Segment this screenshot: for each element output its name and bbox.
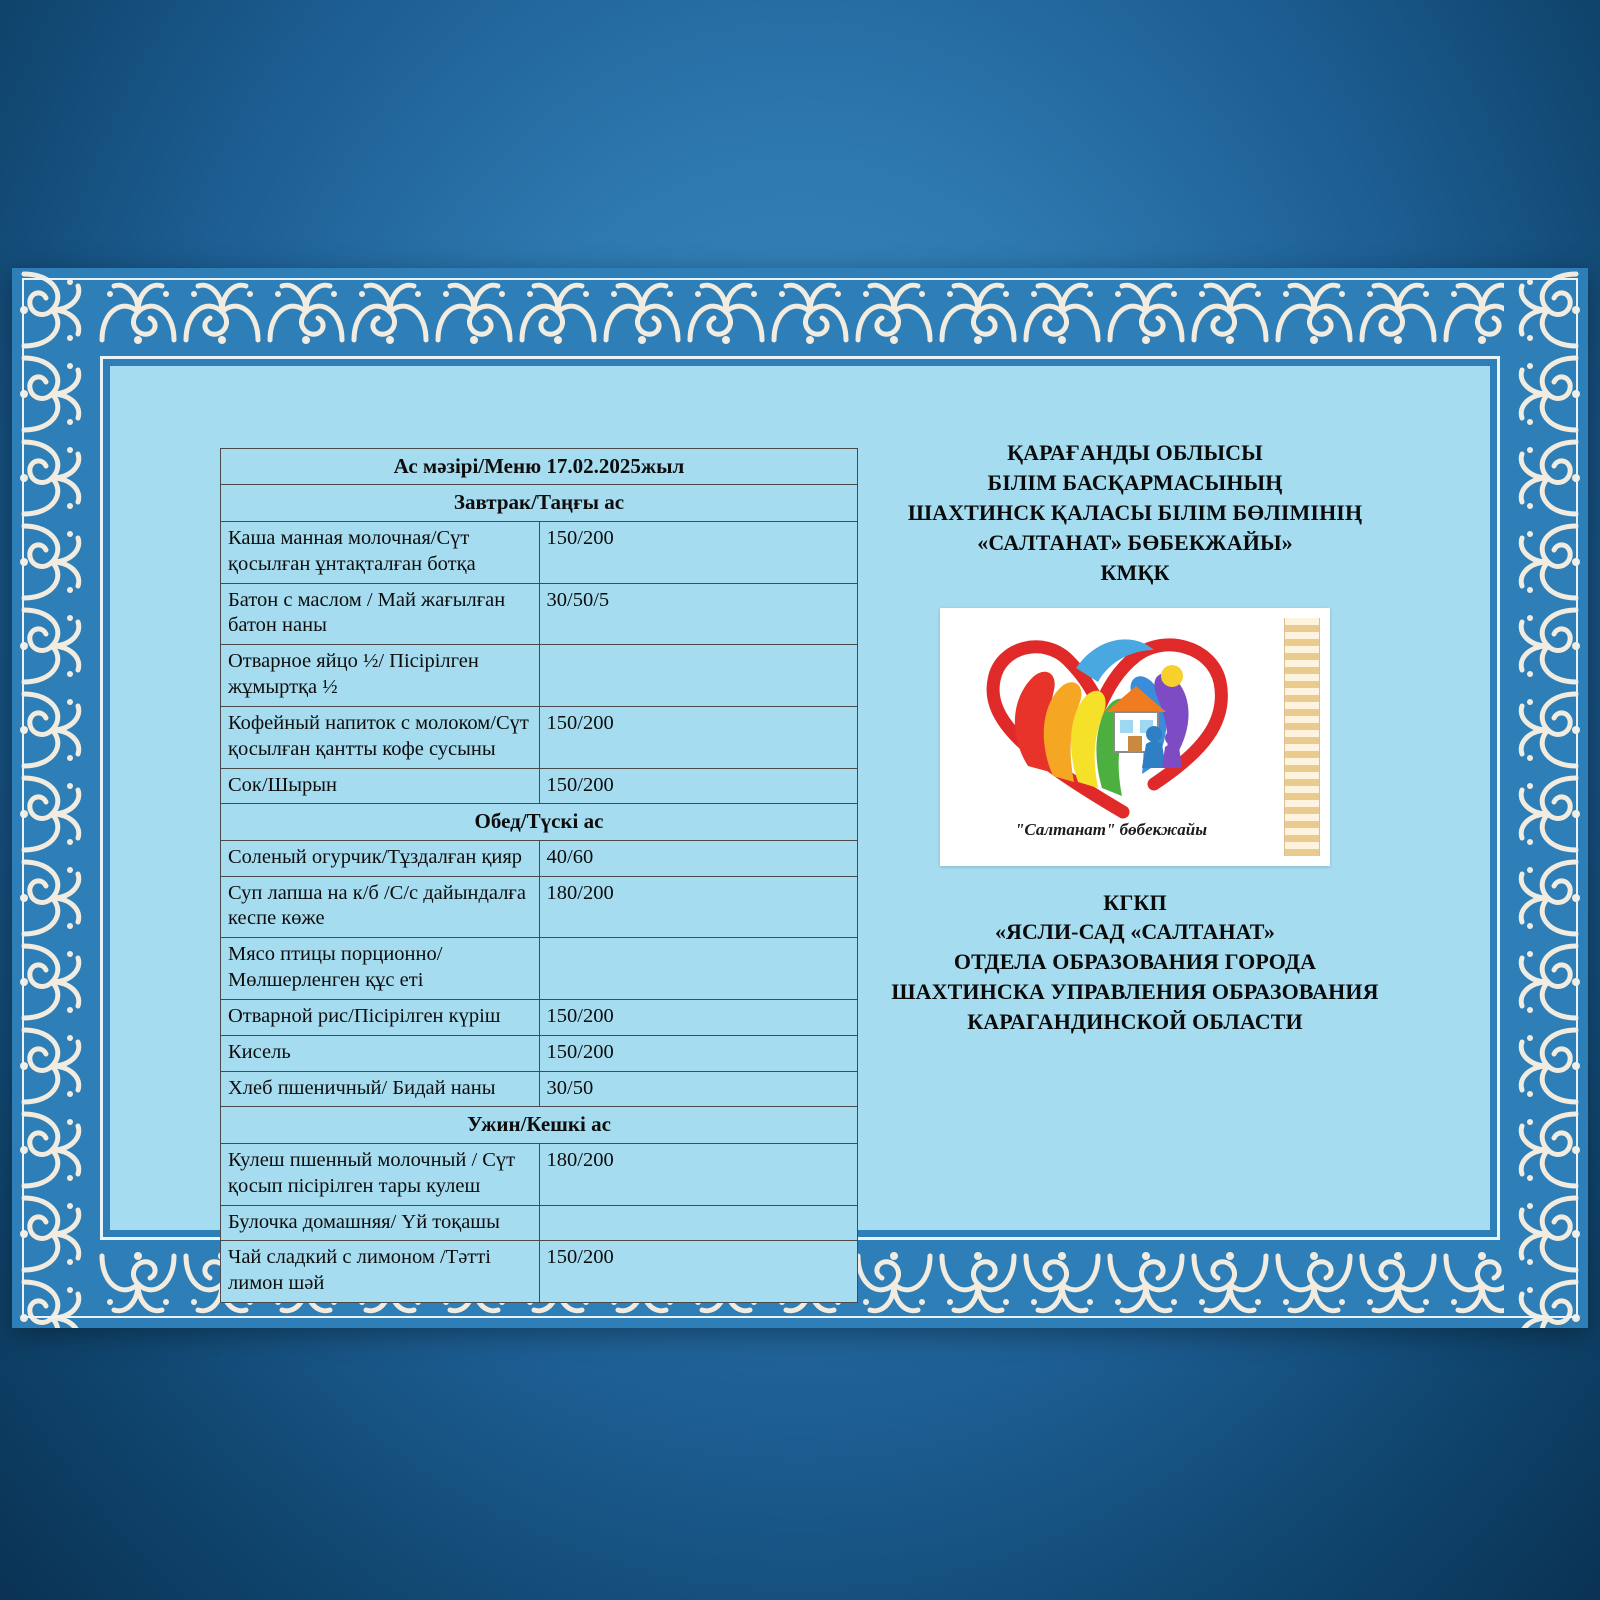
org-text-line: КАРАГАНДИНСКОЙ ОБЛАСТИ [967, 1009, 1303, 1035]
menu-section-row [221, 1107, 858, 1143]
dish-name: Хлеб пшеничный/ Бидай наны [221, 1071, 540, 1107]
ornament-swirl-icon [1272, 268, 1356, 352]
table-row [221, 521, 858, 583]
org-text-line: КМҚК [1100, 559, 1170, 585]
table-row [221, 645, 858, 707]
dish-name: Чай сладкий с лимоном /Тәтті лимон шәй [221, 1241, 540, 1303]
menu-section-heading: Завтрак/Таңғы ас [221, 485, 858, 521]
table-row [221, 1205, 858, 1241]
dish-name: Суп лапша на к/б /С/с дайындалға кеспе көже [221, 876, 540, 938]
ornament-swirl-icon [432, 268, 516, 352]
ornament-swirl-icon [12, 1192, 96, 1276]
dish-portion: 40/60 [539, 840, 858, 876]
dish-portion [539, 1205, 858, 1241]
border-right [1504, 268, 1588, 1328]
menu-table [220, 448, 858, 1303]
ornament-swirl-icon [1356, 1244, 1440, 1328]
dish-portion: 150/200 [539, 521, 858, 583]
ornament-swirl-icon [936, 268, 1020, 352]
dish-name: Кулеш пшенный молочный / Сүт қосып пісірілген тары кулеш [221, 1143, 540, 1205]
kindergarten-logo [940, 608, 1330, 866]
ornament-swirl-icon [1020, 268, 1104, 352]
dish-portion: 180/200 [539, 1143, 858, 1205]
logo-caption: "Салтанат" бөбекжайы [1014, 819, 1208, 839]
ornament-swirl-icon [1504, 1276, 1588, 1328]
table-row [221, 876, 858, 938]
dish-name: Соленый огурчик/Тұздалған қияр [221, 840, 540, 876]
org-text-line: БІЛІМ БАСҚАРМАСЫНЫҢ [987, 469, 1283, 495]
ornament-ribbon-icon [1284, 618, 1320, 856]
dish-name: Кисель [221, 1035, 540, 1071]
dish-portion: 30/50 [539, 1071, 858, 1107]
ornament-swirl-icon [1504, 352, 1588, 436]
ornament-swirl-icon [1504, 1192, 1588, 1276]
dish-name: Отварное яйцо ½/ Пісірілген жұмыртқа ½ [221, 645, 540, 707]
ornament-swirl-icon [1504, 856, 1588, 940]
org-header-kazakh [820, 438, 1450, 588]
dish-portion: 150/200 [539, 1035, 858, 1071]
menu-section-row [221, 804, 858, 840]
ornament-swirl-icon [12, 436, 96, 520]
dish-name: Батон с маслом / Май жағылған батон наны [221, 583, 540, 645]
ornament-swirl-icon [1504, 940, 1588, 1024]
org-text-line: «ЯСЛИ-САД «САЛТАНАТ» [994, 919, 1276, 945]
dish-name: Мясо птицы порционно/Мөлшерленген құс еті [221, 938, 540, 1000]
border-top [12, 268, 1588, 352]
ornament-swirl-icon [1104, 268, 1188, 352]
ornament-swirl-icon [348, 268, 432, 352]
menu-title: Ас мәзірі/Меню 17.02.2025жыл [221, 449, 858, 485]
ornament-swirl-icon [1504, 688, 1588, 772]
menu-column [110, 366, 810, 1303]
org-footer-russian [820, 888, 1450, 1038]
dish-portion: 150/200 [539, 706, 858, 768]
organization-column [810, 366, 1490, 1037]
dish-name: Отварной рис/Пісірілген күріш [221, 999, 540, 1035]
dish-portion: 180/200 [539, 876, 858, 938]
heart-rainbow-house-icon [958, 616, 1288, 824]
ornament-swirl-icon [1504, 436, 1588, 520]
ornament-swirl-icon [1504, 1108, 1588, 1192]
table-row [221, 999, 858, 1035]
ornament-swirl-icon [1104, 1244, 1188, 1328]
dish-name: Кофейный напиток с молоком/Сүт қосылған қантты кофе сусыны [221, 706, 540, 768]
org-text-line: «САЛТАНАТ» БӨБЕКЖАЙЫ» [977, 529, 1293, 555]
ornament-swirl-icon [12, 688, 96, 772]
ornament-swirl-icon [12, 1276, 96, 1328]
ornament-swirl-icon [936, 1244, 1020, 1328]
border-left [12, 268, 96, 1328]
ornament-swirl-icon [12, 1024, 96, 1108]
ornament-swirl-icon [768, 268, 852, 352]
ornament-swirl-icon [1504, 520, 1588, 604]
dish-portion: 150/200 [539, 1241, 858, 1303]
ornament-swirl-icon [1188, 268, 1272, 352]
table-row [221, 1143, 858, 1205]
ornament-swirl-icon [1356, 268, 1440, 352]
ornament-swirl-icon [264, 268, 348, 352]
ornament-swirl-icon [1188, 1244, 1272, 1328]
ornament-swirl-icon [516, 268, 600, 352]
menu-section-heading: Ужин/Кешкі ас [221, 1107, 858, 1143]
table-row [221, 706, 858, 768]
table-row [221, 583, 858, 645]
menu-title-row [221, 449, 858, 485]
org-text-line: КГКП [1103, 889, 1167, 915]
dish-portion: 150/200 [539, 999, 858, 1035]
ornament-swirl-icon [180, 268, 264, 352]
org-text-line: ШАХТИНСКА УПРАВЛЕНИЯ ОБРАЗОВАНИЯ [891, 979, 1379, 1005]
ornament-swirl-icon [852, 1244, 936, 1328]
org-text-line: ҚАРАҒАНДЫ ОБЛЫСЫ [1007, 440, 1263, 465]
ornament-swirl-icon [600, 268, 684, 352]
ornament-swirl-icon [1504, 268, 1588, 352]
ornament-swirl-icon [12, 268, 96, 352]
dish-name: Булочка домашняя/ Үй тоқашы [221, 1205, 540, 1241]
ornament-swirl-icon [852, 268, 936, 352]
dish-name: Сок/Шырын [221, 768, 540, 804]
org-text-line: ОТДЕЛА ОБРАЗОВАНИЯ ГОРОДА [953, 949, 1317, 975]
ornament-swirl-icon [12, 856, 96, 940]
dish-portion: 150/200 [539, 768, 858, 804]
table-row [221, 1241, 858, 1303]
org-text-line: ШАХТИНСК ҚАЛАСЫ БІЛІМ БӨЛІМІНІҢ [907, 499, 1363, 525]
dish-portion: 30/50/5 [539, 583, 858, 645]
ornament-swirl-icon [96, 268, 180, 352]
ornament-swirl-icon [12, 520, 96, 604]
ornament-swirl-icon [12, 940, 96, 1024]
table-row [221, 1071, 858, 1107]
table-row [221, 1035, 858, 1071]
ornament-swirl-icon [12, 352, 96, 436]
table-row [221, 840, 858, 876]
ornament-swirl-icon [1020, 1244, 1104, 1328]
table-row [221, 768, 858, 804]
ornament-swirl-icon [12, 604, 96, 688]
ornament-swirl-icon [12, 1108, 96, 1192]
dish-name: Каша манная молочная/Сүт қосылған ұнтақталған ботқа [221, 521, 540, 583]
menu-section-heading: Обед/Түскі ас [221, 804, 858, 840]
ornament-swirl-icon [12, 772, 96, 856]
ornament-swirl-icon [1504, 1024, 1588, 1108]
ornament-swirl-icon [1504, 604, 1588, 688]
ornament-swirl-icon [1272, 1244, 1356, 1328]
ornament-swirl-icon [1504, 772, 1588, 856]
table-row [221, 938, 858, 1000]
ornament-swirl-icon [684, 268, 768, 352]
poster-frame [12, 268, 1588, 1328]
menu-section-row [221, 485, 858, 521]
poster-content [110, 366, 1490, 1295]
